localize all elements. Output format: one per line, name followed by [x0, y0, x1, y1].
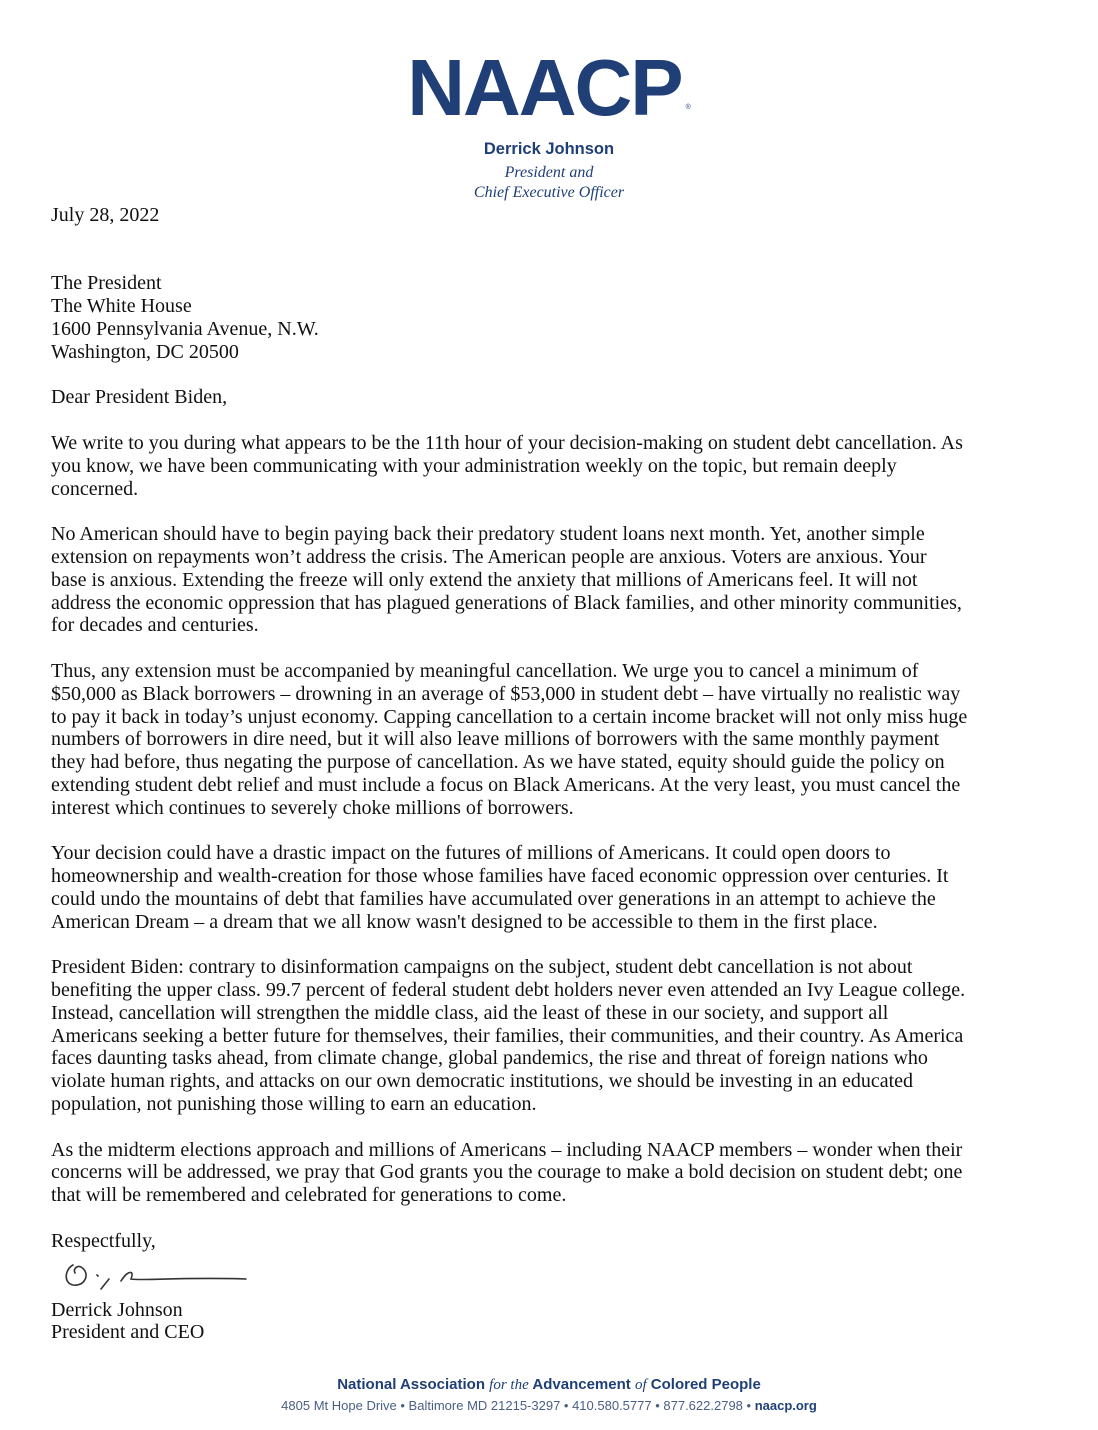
paragraph — [51, 523, 1071, 637]
salutation: Dear President Biden, — [51, 386, 228, 409]
signature-image — [51, 1253, 1071, 1299]
paragraph — [51, 842, 1071, 933]
paragraph-line: for decades and centuries. — [51, 614, 259, 637]
paragraph-line: We write to you during what appears to be the 11th hour of your decision-making on student debt cancellation. As — [51, 431, 963, 454]
paragraph-line: Your decision could have a drastic impact on the futures of millions of Americans. It could open doors to — [51, 842, 891, 865]
paragraph — [51, 956, 1071, 1116]
paragraph-line: they had before, thus negating the purpose of cancellation. As we have stated, equity should guide the policy on — [51, 751, 945, 774]
paragraph-line: No American should have to begin paying back their predatory student loans next month. Yet, another simple — [51, 523, 925, 546]
signer-title: President and CEO — [51, 1321, 205, 1344]
paragraphs — [51, 432, 1071, 1230]
footer-org-part: National Association — [337, 1376, 485, 1393]
address-line: Washington, DC 20500 — [51, 340, 239, 363]
paragraph-line: base is anxious. Extending the freeze will only extend the anxiety that millions of Americans feel. It will not — [51, 568, 918, 591]
paragraph-line: you know, we have been communicating with your administration weekly on the topic, but remain deeply — [51, 454, 897, 477]
paragraph-line: Thus, any extension must be accompanied by meaningful cancellation. We urge you to cancel a minimum of — [51, 659, 919, 682]
paragraph-line: As the midterm elections approach and millions of Americans – including NAACP members – wonder when their — [51, 1138, 963, 1161]
paragraph-line: violate human rights, and attacks on our own democratic institutions, we should be investing in an educated — [51, 1070, 914, 1093]
footer-org-part: of — [634, 1377, 647, 1393]
footer-contact — [0, 1398, 1098, 1414]
letterhead-title-line: Chief Executive Officer — [473, 184, 625, 201]
paragraph-line: interest which continues to severely choke millions of borrowers. — [51, 796, 574, 819]
paragraph — [51, 660, 1071, 820]
paragraph-line: numbers of borrowers in dire need, but it will also leave millions of borrowers with the same monthly payment — [51, 728, 940, 751]
paragraph-line: to pay it back in today’s unjust economy. Capping cancellation to a certain income bracket will not only miss huge — [51, 705, 968, 728]
paragraph-line: that will be remembered and celebrated for generations to come. — [51, 1184, 567, 1207]
address-line: 1600 Pennsylvania Avenue, N.W. — [51, 317, 319, 340]
paragraph-line: Americans seeking a better future for themselves, their families, their communities, and their country. As America — [51, 1024, 964, 1047]
paragraph-line: concerns will be addressed, we pray that God grants you the courage to make a bold decision on student debt; one — [51, 1161, 963, 1184]
letterhead-title — [0, 163, 1098, 203]
paragraph-line: homeownership and wealth-creation for those whose families have faced economic oppression over centuries. It — [51, 865, 949, 888]
paragraph-line: Instead, cancellation will strengthen the middle class, aid the least of these in our society, and support all — [51, 1001, 889, 1024]
paragraph-line: address the economic oppression that has plagued generations of Black families, and other minority communities, — [51, 591, 962, 614]
paragraph-line: faces daunting tasks ahead, from climate change, global pandemics, the rise and threat of foreign nations who — [51, 1047, 928, 1070]
closing: Respectfully, — [51, 1229, 156, 1252]
footer-org-part: for the — [489, 1377, 529, 1393]
letterhead-name: Derrick Johnson — [483, 140, 615, 158]
recipient-address — [51, 272, 1071, 363]
footer-address: 4805 Mt Hope Drive • Baltimore MD 21215-3297 • 410.580.5777 • 877.622.2798 • — [281, 1398, 755, 1413]
paragraph-line: concerned. — [51, 477, 139, 500]
paragraph-line: American Dream – a dream that we all know wasn't designed to be accessible to them in the first place. — [51, 910, 878, 933]
footer-org-part: Advancement — [532, 1376, 631, 1393]
paragraph-line: President Biden: contrary to disinformation campaigns on the subject, student debt cancellation is not about — [51, 956, 913, 979]
paragraph — [51, 432, 1071, 500]
address-line: The President — [51, 272, 162, 295]
signer-name: Derrick Johnson — [51, 1298, 183, 1321]
registered-mark: ® — [685, 104, 691, 111]
letterhead-title-line: President and — [504, 164, 594, 181]
paragraph-line: benefiting the upper class. 99.7 percent of federal student debt holders never even attended an Ivy League college. — [51, 979, 966, 1002]
paragraph — [51, 1139, 1071, 1207]
naacp-logo — [0, 43, 1098, 132]
footer-org-part: Colored People — [650, 1376, 761, 1393]
letter-body — [51, 204, 1071, 1344]
logo-text: NAACP — [407, 43, 682, 132]
letter-date: July 28, 2022 — [51, 204, 160, 226]
paragraph-line: $50,000 as Black borrowers – drowning in an average of $53,000 in student debt – have virtually no realistic way — [51, 682, 961, 705]
footer-website-link[interactable]: naacp.org — [754, 1398, 817, 1413]
paragraph-line: extending student debt relief and must include a focus on Black Americans. At the very least, you must cancel the — [51, 773, 961, 796]
address-line: The White House — [51, 295, 192, 318]
paragraph-line: could undo the mountains of debt that families have accumulated over generations in an attempt to achieve the — [51, 887, 936, 910]
footer-org-name — [0, 1376, 1098, 1394]
paragraph-line: population, not punishing those willing to earn an education. — [51, 1093, 537, 1116]
paragraph-line: extension on repayments won’t address the crisis. The American people are anxious. Voters are anxious. Your — [51, 545, 927, 568]
